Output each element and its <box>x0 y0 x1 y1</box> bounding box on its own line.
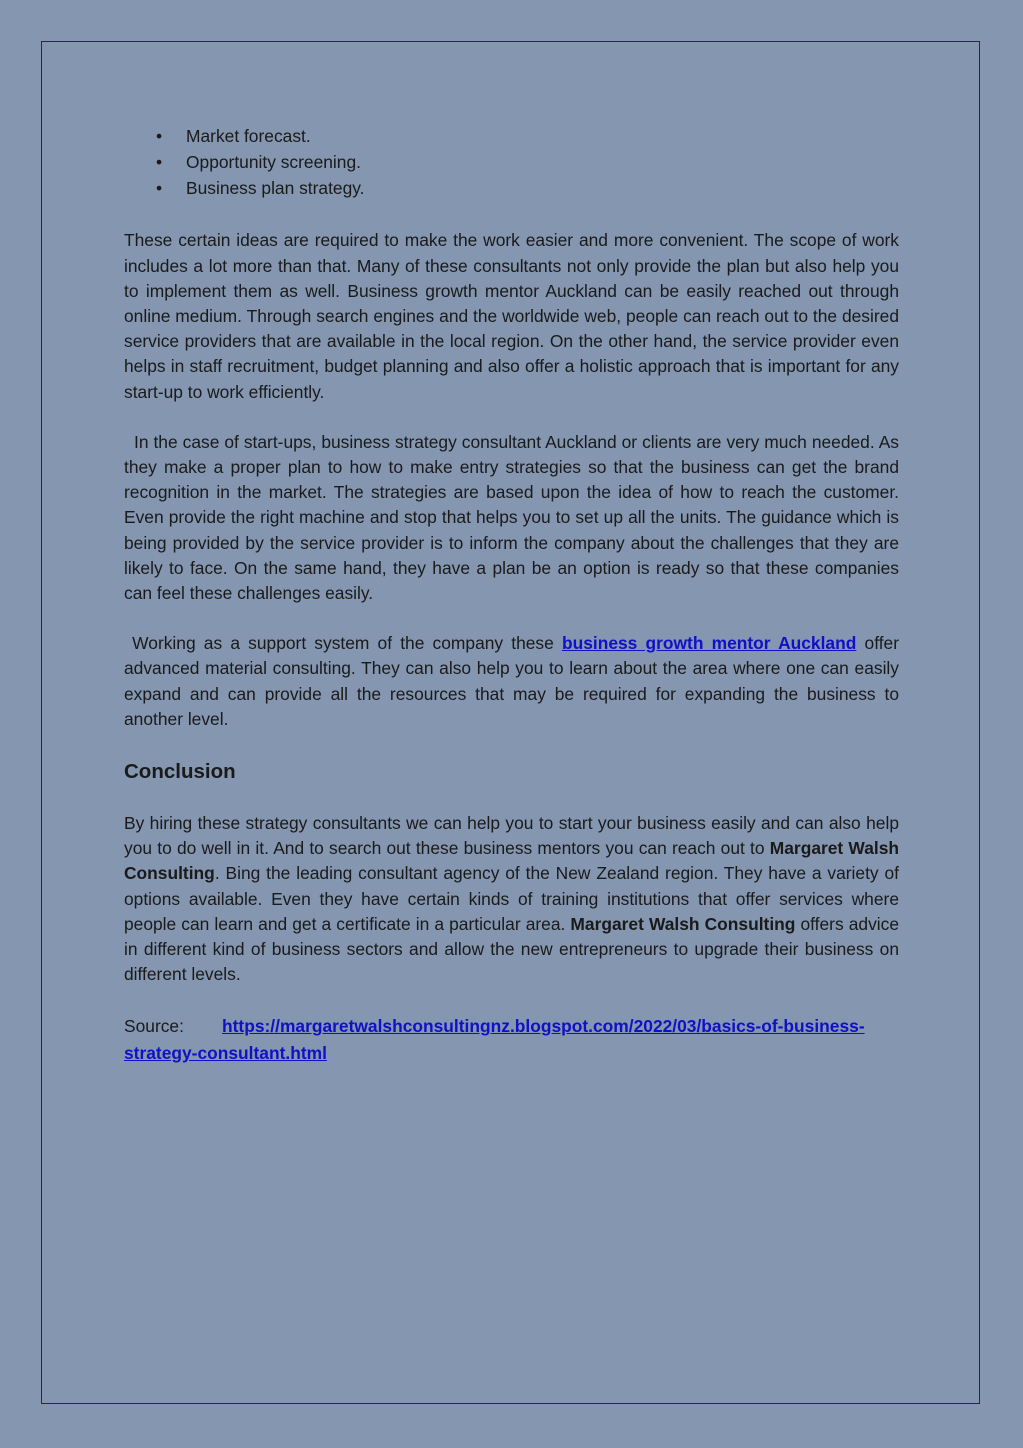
list-item <box>124 176 899 202</box>
paragraph-support-before: Working as a support system of the company these <box>132 633 562 654</box>
bullet-icon: • <box>156 151 163 172</box>
conclusion-part1: By hiring these strategy consultants we can help you to start your business easily and can also help you to do well in it. And to search out these business mentors you can reach out to <box>124 813 899 859</box>
conclusion-heading: Conclusion <box>124 760 236 784</box>
business-growth-mentor-link[interactable]: business growth mentor Auckland <box>561 633 857 654</box>
source-url-link[interactable] <box>124 1016 865 1063</box>
list-item <box>124 124 899 150</box>
paragraph-startups <box>124 430 899 606</box>
conclusion-part3: offers advice in different kind of business sectors and allow the new entrepreneurs to upgrade their business on different levels. <box>124 913 900 985</box>
source-label: Source: <box>124 1016 184 1037</box>
paragraph-support-after: offer advanced material consulting. They can also help you to learn about the area where one can easily expand and can provide all the resources that may be required for expanding the business to another level. <box>124 633 900 729</box>
bullet-text: Business plan strategy. <box>186 177 365 198</box>
bullet-text: Market forecast. <box>186 126 311 146</box>
bullet-icon: • <box>156 126 163 146</box>
bullet-text: Opportunity screening. <box>186 151 361 172</box>
paragraph-scope: These certain ideas are required to make the work easier and more convenient. The scope of work includes a lot more than that. Many of these consultants not only provide the plan but also help you to implement them as well. Business growth mentor Auckland can be easily reached out through online medium. Through search engines and the worldwide web, people can reach out to the desired service providers that are available in the local region. On the other hand, the service provider even helps in staff recruitment, budget planning and also offer a holistic approach that is important for any start-up to work efficiently. <box>124 230 899 402</box>
source-url-line1: https://margaretwalshconsultingnz.blogspot.com/2022/03/basics-of-business- <box>222 1016 865 1037</box>
paragraph-startups-text: In the case of start-ups, business strategy consultant Auckland or clients are very much needed. As they make a proper plan to how to make entry strategies so that the business can get the brand recognition in the market. The strategies are based upon the idea of how to reach the customer. Even provide the right machine and stop that helps you to set up all the units. The guidance which is being provided by the service provider is to inform the company about the challenges that they are likely to face. On the same hand, they have a plan be an option is ready so that these companies can feel these challenges easily. <box>124 431 899 604</box>
paragraph-conclusion <box>124 811 899 987</box>
brand-name: Margaret Walsh Consulting <box>124 838 899 884</box>
list-item <box>124 150 899 176</box>
paragraph-support <box>124 631 899 732</box>
bullet-icon: • <box>156 177 163 198</box>
brand-name: Margaret Walsh Consulting <box>570 913 796 934</box>
source-url-line2: strategy-consultant.html <box>124 1043 327 1064</box>
bullet-list <box>124 124 899 201</box>
document-body <box>124 124 899 1067</box>
conclusion-part2: . Bing the leading consultant agency of the New Zealand region. They have a variety of options available. Even they have certain kinds of training institutions that offer services where people can learn and get a certificate in a particular area. <box>124 863 899 934</box>
source-line <box>124 1013 899 1067</box>
